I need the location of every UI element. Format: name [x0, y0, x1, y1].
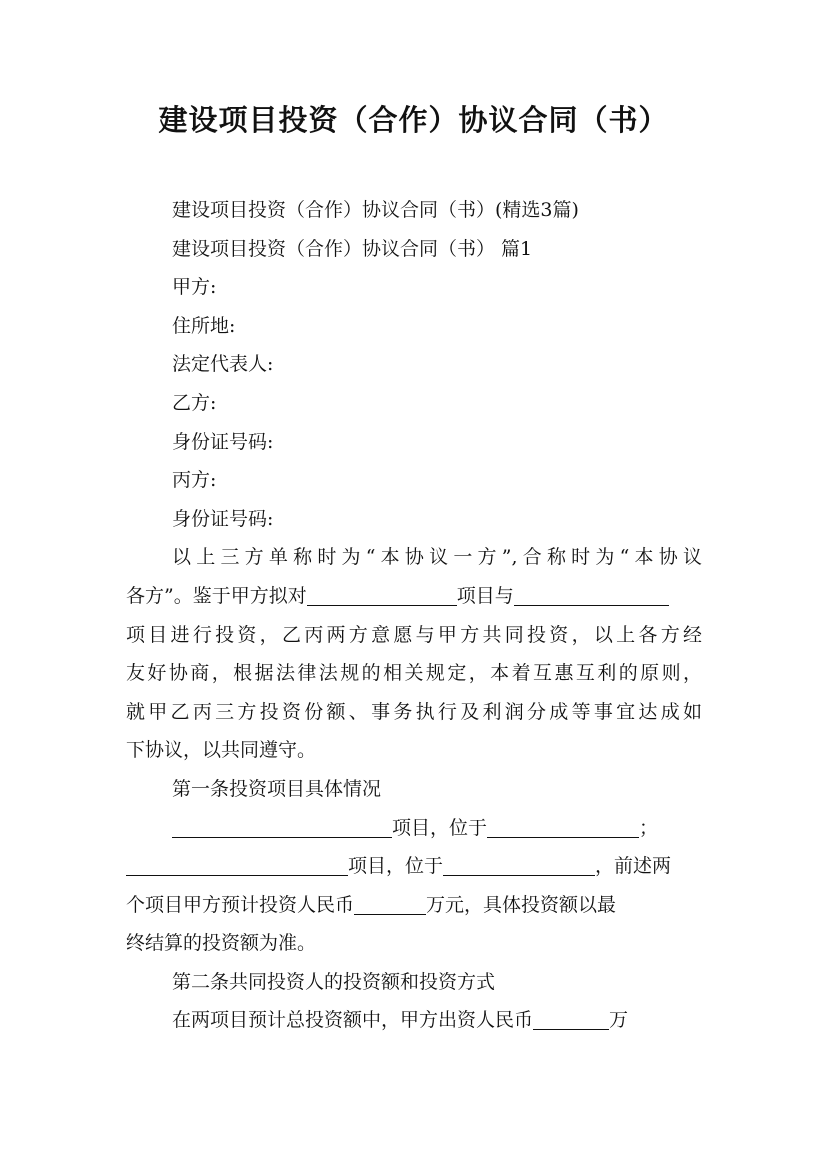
text-segment: 各方”。鉴于甲方拟对 — [126, 584, 307, 607]
party-c-id-label: 身份证号码: — [172, 507, 274, 530]
article-1-line-2 — [126, 847, 702, 886]
paragraph-1-line-1: 以上三方单称时为“本协议一方”,合称时为“本协议 — [172, 546, 702, 569]
text-segment: 在两项目预计总投资额中，甲方出资人民币 — [172, 1009, 534, 1032]
paragraph-1-line-4: 友好协商，根据法律法规的相关规定，本着互惠互利的原则， — [126, 662, 702, 685]
article-2-line-1 — [126, 1001, 702, 1040]
chapter-heading: 建设项目投资（合作）协议合同（书） 篇1 — [172, 237, 533, 260]
article-1-line-4: 终结算的投资额为准。 — [126, 932, 317, 955]
party-a-label: 甲方: — [172, 276, 217, 299]
location-blank-1 — [487, 817, 639, 838]
paragraph-1-line-5: 就甲乙丙三方投资份额、事务执行及利润分成等事宜达成如 — [126, 700, 702, 723]
text-segment: 万 — [609, 1009, 629, 1032]
paragraph-1-line-3: 项目进行投资，乙丙两方意愿与甲方共同投资，以上各方经 — [126, 623, 702, 646]
text-segment: 项目，位于 — [348, 855, 444, 878]
project-blank-2 — [514, 585, 669, 606]
amount-blank-1 — [354, 894, 426, 915]
subtitle-line: 建设项目投资（合作）协议合同（书）(精选3篇) — [172, 199, 579, 221]
document-title: 建设项目投资（合作）协议合同（书） — [158, 103, 669, 137]
article-1-heading: 第一条投资项目具体情况 — [172, 777, 382, 800]
party-b-id-label: 身份证号码: — [172, 430, 274, 453]
party-b-label: 乙方: — [172, 391, 217, 414]
article-1-line-1 — [126, 809, 702, 848]
text-segment: 个项目甲方预计投资人民币 — [126, 893, 355, 916]
paragraph-1-line-6: 下协议，以共同遵守。 — [126, 739, 317, 762]
text-segment: 项目，位于 — [392, 816, 488, 839]
text-segment: ，前述两 — [595, 855, 672, 878]
location-blank-2 — [443, 855, 595, 876]
document-body — [126, 191, 702, 1040]
article-1-line-3 — [126, 886, 702, 925]
text-segment: 万元，具体投资额以最 — [426, 893, 617, 916]
text-segment: ； — [639, 816, 659, 839]
paragraph-1-line-2 — [126, 577, 702, 616]
address-label: 住所地: — [172, 314, 236, 337]
party-c-label: 丙方: — [172, 469, 217, 492]
project-name-blank-2 — [126, 855, 348, 876]
article-2-heading: 第二条共同投资人的投资额和投资方式 — [172, 970, 496, 993]
project-name-blank-1 — [172, 817, 392, 838]
project-blank-1 — [307, 585, 457, 606]
legal-rep-label: 法定代表人: — [172, 353, 274, 376]
amount-blank-2 — [533, 1009, 609, 1030]
text-segment: 项目与 — [456, 584, 514, 607]
